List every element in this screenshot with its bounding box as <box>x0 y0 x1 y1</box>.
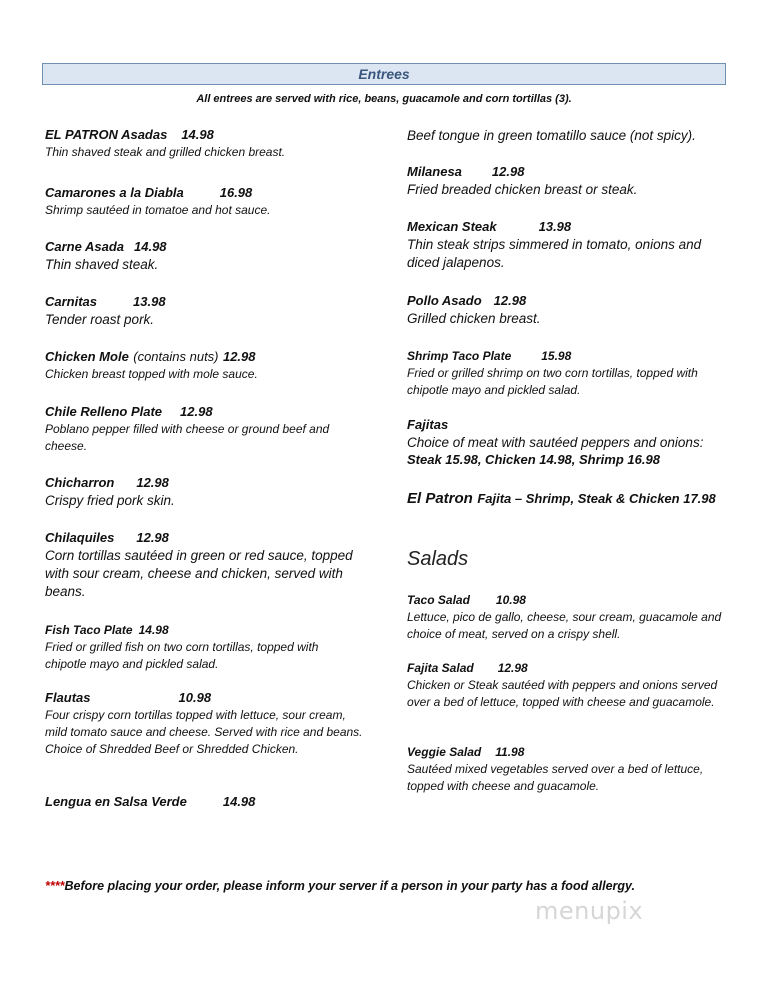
item-price: 12.98 <box>136 530 169 545</box>
section-title: Entrees <box>358 66 410 82</box>
item-note: (contains nuts) <box>133 349 219 364</box>
menu-item-mexican-steak <box>407 218 727 272</box>
item-name: Veggie Salad <box>407 745 482 759</box>
item-name: Chilaquiles <box>45 530 115 545</box>
item-price: 14.98 <box>222 794 256 809</box>
allergy-text: Before placing your order, please inform your server if a person in your party has a food allergy. <box>64 879 636 893</box>
item-price: 13.98 <box>133 294 166 309</box>
menu-item-milanesa <box>407 163 737 199</box>
item-name: Pollo Asado <box>407 293 482 308</box>
item-price: 10.98 <box>495 593 526 607</box>
item-description: Corn tortillas sautéed in green or red sauce, topped with sour cream, cheese and chicken, served with beans. <box>45 548 353 599</box>
item-price: 14.98 <box>134 239 167 254</box>
lengua-description: Beef tongue in green tomatillo sauce (not spicy). <box>407 128 696 143</box>
el-patron-brand: El Patron <box>407 490 473 507</box>
menu-item-fish-taco <box>45 621 360 673</box>
menu-item-carne-asada <box>45 238 375 274</box>
item-description: Lettuce, pico de gallo, cheese, sour cream, guacamole and choice of meat, served on a crispy shell. <box>407 610 722 641</box>
item-name: Milanesa <box>407 164 462 179</box>
item-description: Thin steak strips simmered in tomato, onions and diced jalapenos. <box>407 237 702 270</box>
el-patron-fajita-text: Fajita – Shrimp, Steak & Chicken 17.98 <box>477 491 716 506</box>
entrees-subtitle: All entrees are served with rice, beans, guacamole and corn tortillas (3). <box>196 93 572 105</box>
item-description: Four crispy corn tortillas topped with lettuce, sour cream, mild tomato sauce and cheese. Served with rice and beans. Choice of Shredded Beef or Shredded Chicken. <box>45 708 363 756</box>
item-name: Taco Salad <box>407 593 470 607</box>
item-description: Thin shaved steak. <box>45 257 159 272</box>
allergy-notice <box>45 879 635 893</box>
menu-item-fajitas <box>407 416 737 467</box>
item-name: Carnitas <box>45 294 98 309</box>
fajitas-prices: Steak 15.98, Chicken 14.98, Shrimp 16.98 <box>407 452 660 467</box>
menu-item-chile-relleno <box>45 403 365 455</box>
item-name: Chicken Mole <box>45 349 129 364</box>
item-price: 15.98 <box>541 349 572 363</box>
menu-item-veggie-salad <box>407 743 727 795</box>
menu-item-flautas <box>45 689 365 758</box>
item-price: 12.98 <box>497 661 528 675</box>
menu-item-carnitas <box>45 293 375 329</box>
item-price: 16.98 <box>219 185 253 200</box>
menu-item-chilaquiles <box>45 529 365 601</box>
item-name: Camarones a la Diabla <box>45 185 184 200</box>
salads-title: Salads <box>407 548 469 570</box>
item-description: Grilled chicken breast. <box>407 311 541 326</box>
menu-item-el-patron-asadas <box>45 126 375 161</box>
item-name: Lengua en Salsa Verde <box>45 794 187 809</box>
item-description: Shrimp sautéed in tomatoe and hot sauce. <box>45 203 271 217</box>
item-price: 13.98 <box>538 219 572 234</box>
item-price: 12.98 <box>136 475 169 490</box>
item-description: Chicken breast topped with mole sauce. <box>45 367 258 381</box>
item-description: Fried or grilled fish on two corn tortillas, topped with chipotle mayo and pickled salad. <box>45 640 319 671</box>
item-price: 12.98 <box>180 404 213 419</box>
item-name: Carne Asada <box>45 239 124 254</box>
item-price: 14.98 <box>181 127 214 142</box>
item-description: Sautéed mixed vegetables served over a bed of lettuce, topped with cheese and guacamole. <box>407 762 704 793</box>
section-header-entrees <box>42 63 726 85</box>
item-price: 11.98 <box>495 745 525 759</box>
item-price: 12.98 <box>491 164 525 179</box>
menupix-watermark: menupix <box>535 897 644 925</box>
item-description: Fried breaded chicken breast or steak. <box>407 182 638 197</box>
item-description: Choice of meat with sautéed peppers and onions: <box>407 435 704 450</box>
item-name: Fajita Salad <box>407 661 474 675</box>
menu-item-fajita-salad <box>407 659 722 711</box>
menu-item-taco-salad <box>407 591 727 643</box>
item-name: EL PATRON Asadas <box>45 127 168 142</box>
item-description: Tender roast pork. <box>45 312 155 327</box>
menu-item-lengua <box>45 793 375 811</box>
menu-item-pollo-asado <box>407 292 737 328</box>
item-name: Mexican Steak <box>407 219 497 234</box>
item-name: Chicharron <box>45 475 115 490</box>
menu-item-chicharron <box>45 474 375 510</box>
item-name: Flautas <box>45 690 91 705</box>
item-price: 10.98 <box>178 690 212 705</box>
item-description: Thin shaved steak and grilled chicken breast. <box>45 145 286 159</box>
item-name: Shrimp Taco Plate <box>407 349 512 363</box>
allergy-stars: **** <box>45 879 65 893</box>
item-description: Chicken or Steak sautéed with peppers and onions served over a bed of lettuce, topped with cheese and guacamole. <box>407 678 718 709</box>
item-name: Fajitas <box>407 417 449 432</box>
item-price: 12.98 <box>222 349 256 364</box>
item-name: Fish Taco Plate <box>45 623 133 637</box>
menu-item-chicken-mole <box>45 348 375 383</box>
menu-item-camarones <box>45 184 375 219</box>
item-description: Crispy fried pork skin. <box>45 493 175 508</box>
item-price: 12.98 <box>493 293 527 308</box>
menu-item-shrimp-taco <box>407 347 727 399</box>
menu-item-el-patron-fajita <box>407 490 747 508</box>
item-description: Poblano pepper filled with cheese or ground beef and cheese. <box>45 422 330 453</box>
item-description: Fried or grilled shrimp on two corn tortillas, topped with chipotle mayo and pickled salad. <box>407 366 698 397</box>
item-price: 14.98 <box>138 623 169 637</box>
item-name: Chile Relleno Plate <box>45 404 163 419</box>
